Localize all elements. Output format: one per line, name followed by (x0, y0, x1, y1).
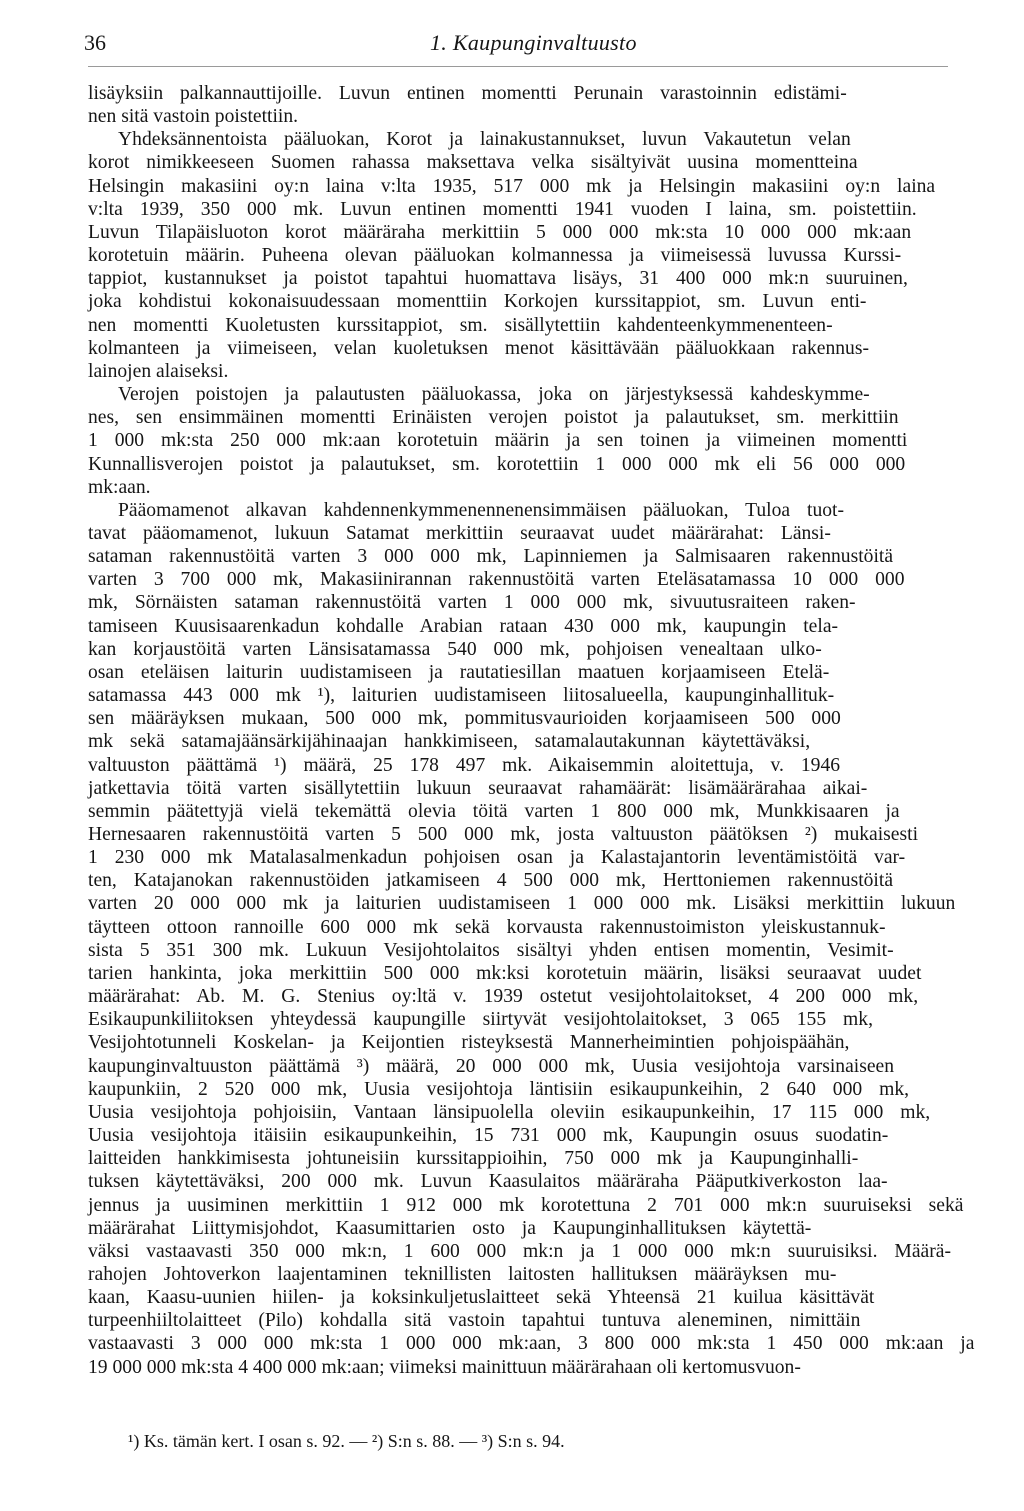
page-number: 36 (84, 30, 106, 55)
text-line: laitteiden hankkimisesta johtuneisiin kurssitappioihin, 750 000 mk ja Kaupunginhalli- (88, 1148, 859, 1170)
text-line: v:lta 1939, 350 000 mk. Luvun entinen momentti 1941 vuoden I laina, sm. poistettiin. (88, 198, 917, 220)
text-line: satamassa 443 000 mk ¹), laiturien uudistamiseen liitosalueella, kaupunginhallituk- (88, 685, 835, 707)
text-line: tappiot, kustannukset ja poistot tapahtui huomattava lisäys, 31 400 000 mk:n suuruinen, (88, 268, 908, 290)
header-rule (88, 66, 948, 67)
text-line: vastaavasti 3 000 000 mk:sta 1 000 000 mk:aan, 3 800 000 mk:sta 1 450 000 mk:aan ja (88, 1333, 975, 1355)
text-line: varten 3 700 000 mk, Makasiinirannan rakennustöitä varten Eteläsatamassa 10 000 000 (88, 569, 905, 591)
text-line: tarien hankinta, joka merkittiin 500 000 mk:ksi korotetuin määrin, lisäksi seuraavat uudet (88, 962, 922, 984)
text-line: Vesijohtotunneli Koskelan- ja Keijontien risteyksestä Mannerheimintien pohjoispäähän, (88, 1032, 850, 1054)
text-line: sista 5 351 300 mk. Lukuun Vesijohtolaitos sisältyi yhden entisen momentin, Vesimit- (88, 939, 894, 961)
text-line: mk, Sörnäisten sataman rakennustöitä varten 1 000 000 mk, sivuutusraiteen raken- (88, 592, 856, 614)
footnotes: ¹) Ks. tämän kert. I osan s. 92. — ²) S:n s. 88. — ³) S:n s. 94. (128, 1431, 565, 1451)
text-line: määrärahat Liittymisjohdot, Kaasumittarien osto ja Kaupunginhallituksen käytettä- (88, 1217, 812, 1239)
text-line: Uusia vesijohtoja pohjoisiin, Vantaan länsipuolella oleviin esikaupunkeihin, 17 115 000 mk, (88, 1101, 931, 1123)
text-line: sen määräyksen mukaan, 500 000 mk, pommitusvaurioiden korjaamiseen 500 000 (88, 708, 841, 730)
text-line: Helsingin makasiini oy:n laina v:lta 1935, 517 000 mk ja Helsingin makasiini oy:n laina (88, 175, 936, 197)
text-line: kaupunginvaltuuston päättämä ³) määrä, 20 000 000 mk, Uusia vesijohtoja varsinaiseen (88, 1055, 895, 1077)
text-line: Luvun Tilapäisluoton korot määräraha merkittiin 5 000 000 mk:sta 10 000 000 mk:aan (88, 221, 912, 243)
text-line: korotetuin määrin. Puheena olevan pääluokan kolmannessa ja viimeisessä luvussa Kurssi- (88, 245, 902, 267)
text-line: 1 000 mk:sta 250 000 mk:aan korotetuin määrin ja sen toinen ja viimeinen momentti (88, 430, 908, 452)
text-line: mk sekä satamajäänsärkijähinaajan hankkimiseen, satamalautakunnan käytettäväksi, (88, 731, 811, 753)
text-line: kan korjaustöitä varten Länsisatamassa 540 000 mk, pohjoisen venealtaan ulko- (88, 638, 822, 660)
text-line: nen momentti Kuoletusten kurssitappiot, sm. sisällytettiin kahdenteenkymmenenteen- (88, 314, 833, 336)
text-line: määrärahat: Ab. M. G. Stenius oy:ltä v. 1939 ostetut vesijohtolaitokset, 4 200 000 mk, (88, 986, 919, 1008)
text-line: semmin päätettyjä vielä tekemättä olevia töitä varten 1 800 000 mk, Munkkisaaren ja (88, 800, 900, 822)
text-line: kaupunkiin, 2 520 000 mk, Uusia vesijohtoja läntisiin esikaupunkeihin, 2 640 000 mk, (88, 1078, 910, 1100)
text-line: jennus ja uusiminen merkittiin 1 912 000 mk korotettuna 2 701 000 mk:n suuruiseksi sekä (88, 1194, 964, 1216)
text-line: lainojen alaiseksi. (88, 360, 229, 382)
text-line: korot nimikkeeseen Suomen rahassa maksettava velka sisältyivät uusina momentteina (88, 152, 858, 174)
text-line: turpeenhiiltolaitteet (Pilo) kohdalla sitä vastoin tapahtui tuntuva aleneminen, nimittäin (88, 1310, 861, 1332)
text-line: nes, sen ensimmäinen momentti Erinäisten verojen poistot ja palautukset, sm. merkittiin (88, 407, 899, 429)
text-line: tavat pääomamenot, lukuun Satamat merkittiin seuraavat uudet määrärahat: Länsi- (88, 522, 831, 544)
text-line: Hernesaaren rakennustöitä varten 5 500 000 mk, josta valtuuston päätöksen ²) mukaisesti (88, 824, 919, 845)
text-line: valtuuston päättämä ¹) määrä, 25 178 497 mk. Aikaisemmin aloitettuja, v. 1946 (88, 754, 841, 776)
text-line: Esikaupunkiliitoksen yhteydessä kaupungille siirtyvät vesijohtolaitokset, 3 065 155 mk, (88, 1009, 873, 1031)
text-line: joka kohdistui kokonaisuudessaan momenttiin Korkojen kurssitappiot, sm. Luvun enti- (88, 291, 867, 313)
text-line: Verojen poistojen ja palautusten pääluokassa, joka on järjestyksessä kahdeskymme- (118, 384, 870, 406)
text-line: kaan, Kaasu-uunien hiilen- ja koksinkuljetuslaitteet sekä Yhteensä 21 kuilua käsittävät (88, 1287, 875, 1309)
body-text (88, 82, 984, 1379)
text-line: Kunnallisverojen poistot ja palautukset, sm. korotettiin 1 000 000 mk eli 56 000 000 (88, 453, 906, 475)
text-line: Yhdeksännentoista pääluokan, Korot ja lainakustannukset, luvun Vakautetun velan (118, 129, 851, 151)
text-line: väksi vastaavasti 350 000 mk:n, 1 600 000 mk:n ja 1 000 000 mk:n suuruisiksi. Määrä- (88, 1240, 951, 1262)
text-line: jatkettavia töitä varten sisällytettiin lukuun seuraavat rahamäärät: lisämäärärahaa aikai- (88, 777, 868, 799)
text-line: nen sitä vastoin poistettiin. (88, 106, 299, 128)
text-line: osan eteläisen laiturin uudistamiseen ja rautatiesillan maatuen korjaamiseen Etelä- (88, 661, 830, 683)
running-head: 1. Kaupunginvaltuusto (430, 30, 637, 55)
text-line: tuksen käytettäväksi, 200 000 mk. Luvun Kaasulaitos määräraha Pääputkiverkoston laa- (88, 1171, 888, 1193)
text-line: täytteen ottoon rannoille 600 000 mk sekä korvausta rakennustoimiston yleiskustannuk- (88, 916, 886, 938)
text-line: tamiseen Kuusisaarenkadun kohdalle Arabian rataan 430 000 mk, kaupungin tela- (88, 615, 839, 637)
text-line: Pääomamenot alkavan kahdennenkymmenennenensimmäisen pääluokan, Tuloa tuot- (118, 499, 845, 521)
text-line: Uusia vesijohtoja itäisiin esikaupunkeihin, 15 731 000 mk, Kaupungin osuus suodatin- (88, 1125, 889, 1147)
text-line: rahojen Johtoverkon laajentaminen teknillisten laitosten hallituksen määräyksen mu- (88, 1263, 837, 1285)
text-line: sataman rakennustöitä varten 3 000 000 mk, Lapinniemen ja Salmisaaren rakennustöitä (88, 546, 894, 568)
text-line: ten, Katajanokan rakennustöiden jatkamiseen 4 500 000 mk, Herttoniemen rakennustöitä (88, 870, 894, 892)
text-line: mk:aan. (88, 476, 151, 498)
text-line: lisäyksiin palkannauttijoille. Luvun entinen momentti Perunain varastoinnin edistämi- (88, 83, 847, 104)
text-line: 19 000 000 mk:sta 4 400 000 mk:aan; viimeksi mainittuun määrärahaan oli kertomusvuon- (88, 1356, 801, 1378)
text-line: 1 230 000 mk Matalasalmenkadun pohjoisen osan ja Kalastajantorin leventämistöitä var- (88, 847, 906, 869)
text-line: varten 20 000 000 mk ja laiturien uudistamiseen 1 000 000 mk. Lisäksi merkittiin lukuun (88, 893, 956, 915)
text-line: kolmanteen ja viimeiseen, velan kuoletuksen menot käsittävään pääluokkaan rakennus- (88, 337, 870, 359)
